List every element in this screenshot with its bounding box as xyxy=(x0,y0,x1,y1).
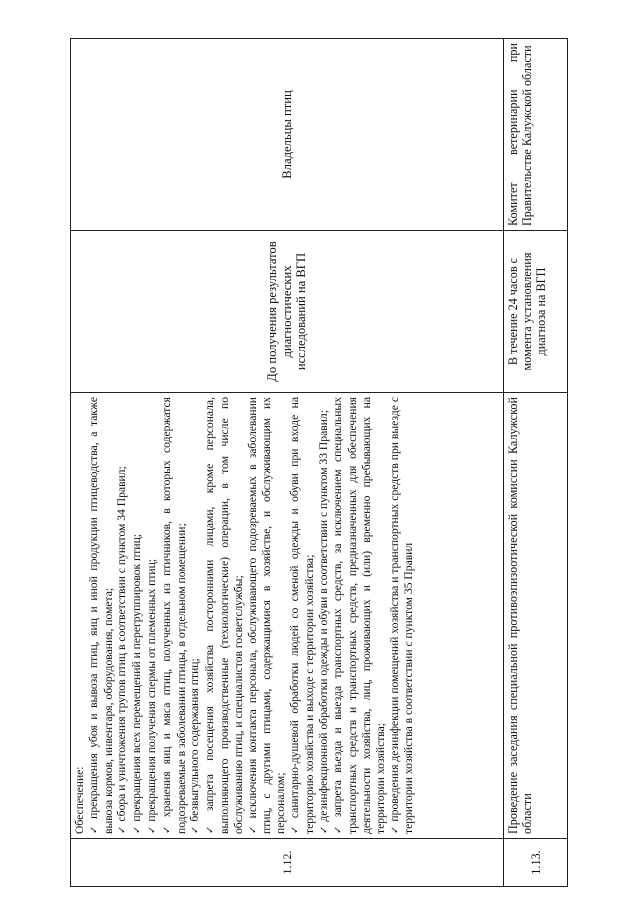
checkmark-icon: ✓ xyxy=(88,822,100,834)
deadline-cell: До получения результатов диагностических исследований на ВГП xyxy=(71,231,504,393)
list-item-text: хранения яиц и мяса птиц, полученных из птичников, в которых содержатся подозреваемые в заболевании птицы, в отдельном помещении; xyxy=(159,397,188,834)
list-item-text: исключения контакта персонала, обслуживающего подозреваемых в заболевании птиц, с другими птицами, содержащимися в хозяйстве, и обслуживающим их персоналом; xyxy=(245,397,288,834)
measure-text: Проведение заседания специальной противоэпизоотической комиссии Калужской области xyxy=(504,393,568,839)
checkmark-icon: ✓ xyxy=(318,825,330,834)
list-item-text: прекращения всех перемещений и перегруппировок птиц; xyxy=(130,534,144,822)
list-item xyxy=(87,397,116,834)
row-number: 1.13. xyxy=(504,839,568,887)
responsible-cell: Комитет ветеринарии при Правительстве Калужской области xyxy=(504,39,568,231)
list-item xyxy=(145,397,160,834)
checkmark-icon: ✓ xyxy=(190,825,202,834)
list-item-text: безвыгульного содержания птиц; xyxy=(188,658,202,822)
list-item xyxy=(288,397,317,834)
list-item-text: прекращения получения спермы от племенных птиц; xyxy=(144,558,158,822)
list-item xyxy=(203,397,245,834)
list-item-text: прекращения убоя и вывоза птиц, яиц и иной продукции птицеводства, а также вывоза кормов, инвентаря, оборудования, помета; xyxy=(86,397,115,834)
responsible-cell: Владельцы птиц xyxy=(71,39,504,231)
checkmark-icon: ✓ xyxy=(161,821,173,834)
list-item-text: проведения дезинфекции помещений хозяйства и транспортных средств при выезде с территории хозяйства в соответствии с пунктом 35 Правил xyxy=(387,397,416,834)
list-item xyxy=(388,397,417,834)
table-row xyxy=(504,39,568,887)
list-item-text: дезинфекционной обработки одежды и обуви в соответствии с пунктом 33 Правил; xyxy=(316,410,330,822)
list-item xyxy=(317,397,332,834)
checkmark-icon: ✓ xyxy=(389,825,401,834)
list-item xyxy=(130,397,145,834)
list-item xyxy=(160,397,189,834)
measures-intro: Обеспечение: xyxy=(73,766,86,834)
checkmark-icon: ✓ xyxy=(132,825,144,834)
list-item xyxy=(115,397,130,834)
row-number: 1.12. xyxy=(71,839,504,887)
list-item xyxy=(188,397,203,834)
checkmark-icon: ✓ xyxy=(289,822,301,834)
checkmark-icon: ✓ xyxy=(117,825,129,834)
checkmark-icon: ✓ xyxy=(247,822,259,834)
list-item-text: запрета въезда и выезда транспортных средств, за исключением специальных транспортных средств и транспортных средств, предназначенных для обеспечения деятельности хозяйства, лиц, проживающих и (или) временно пребывающих на территории хозяйства; xyxy=(331,397,387,834)
measures-cell xyxy=(71,393,504,839)
list-item xyxy=(331,397,387,834)
checkmark-icon: ✓ xyxy=(333,821,345,834)
table-row xyxy=(71,39,504,887)
measures-list xyxy=(87,397,416,834)
list-item-text: сбора и уничтожения трупов птиц в соответствии с пунктом 34 Правил; xyxy=(115,466,129,822)
list-item-text: запрета посещения хозяйства посторонними лицами, кроме персонала, выполняющего производственные (технологические) операции, в том числе по обслуживанию птиц, и специалистов госветслужбы; xyxy=(203,397,245,834)
list-item xyxy=(246,397,288,834)
checkmark-icon: ✓ xyxy=(205,815,217,834)
checkmark-icon: ✓ xyxy=(146,825,158,834)
measures-table xyxy=(70,38,568,887)
rotated-page xyxy=(70,39,570,887)
deadline-cell: В течение 24 часов с момента установления диагноза на ВГП xyxy=(504,231,568,393)
list-item-text: санитарно-душевой обработки людей со сменой одежды и обуви при входе на территорию хозяйства и выходе с территории хозяйства; xyxy=(287,397,316,834)
